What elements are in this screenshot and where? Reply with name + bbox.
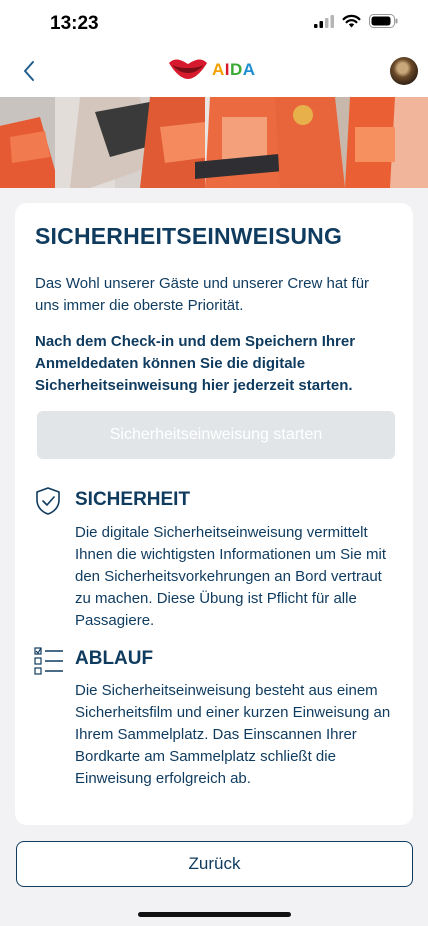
safety-briefing-card [15,203,413,825]
aida-logo [168,57,256,83]
wifi-icon [342,14,361,28]
section-text-sicherheit: Die digitale Sicherheitseinweisung vermittelt Ihnen die wichtigsten Informationen um Sie mit den Sicherheitsvorkehrungen an Bord vertraut zu machen. Diese Übung ist Pflicht für alle Passagiere. [75,524,386,629]
intro-bold-text: Nach dem Check-in und dem Speichern Ihrer Anmeldedaten können Sie die digitale Sicherheitseinweisung hier jederzeit starten. [35,333,356,394]
back-button[interactable] [14,56,44,86]
avatar[interactable] [390,57,418,85]
intro-text: Das Wohl unserer Gäste und unserer Crew hat für uns immer die oberste Priorität. [35,275,370,314]
home-indicator [138,912,291,917]
life-jacket-photo [0,97,428,188]
hero-image [0,97,428,188]
section-title-sicherheit: SICHERHEIT [75,489,191,510]
logo-letter: I [224,60,231,79]
battery-icon [369,14,398,28]
logo-letter: D [230,60,243,79]
start-safety-briefing-button[interactable]: Sicherheitseinweisung starten [37,411,395,459]
status-bar [0,0,428,50]
chevron-left-icon [22,60,36,82]
logo-text [212,60,256,80]
kussmund-lips-icon [168,57,208,83]
logo-letter: A [212,60,225,79]
shield-check-icon [34,486,62,516]
checklist-icon [34,647,64,675]
status-time: 13:23 [50,13,99,34]
zurueck-button[interactable]: Zurück [16,841,413,887]
section-text-ablauf: Die Sicherheitseinweisung besteht aus einem Sicherheitsfilm und einer kurzen Einweisung an Ihrem Sammelplatz. Das Einscannen Ihrer Bordkarte am Sammelplatz schließt die Einweisung erfolgreich ab. [75,682,391,787]
nav-bar [0,50,428,97]
cellular-signal-icon [314,15,334,28]
logo-letter: A [242,60,256,79]
page-title: SICHERHEITSEINWEISUNG [35,223,343,249]
status-icons [314,14,398,28]
logo-letter-a [212,60,256,79]
section-title-ablauf: ABLAUF [75,648,154,669]
